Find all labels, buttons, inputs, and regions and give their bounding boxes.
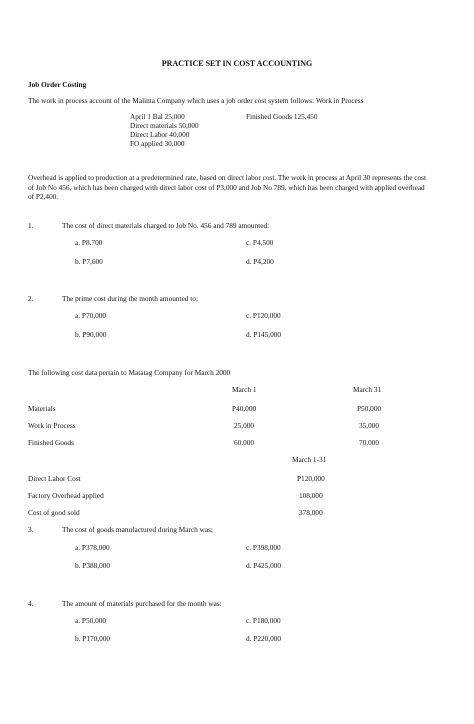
cell-march1: 60,000	[234, 438, 255, 447]
wip-debit-line: FO applied 30,000	[130, 139, 185, 148]
question-text: The cost of direct materials charged to Job No. 456 and 789 amounted:	[62, 221, 270, 230]
row-label: Direct Labor Cost	[28, 474, 81, 483]
overhead-paragraph: Overhead is applied to production at a predetermined rate, based on direct labor cost. The work in process at April 30 represents the cost of Job No 456, which has been charged with direct labor cost of P3,000 and Job No 789, which has been charged with applied overhead of P2,400.	[28, 173, 427, 202]
section-heading: Job Order Costing	[28, 80, 87, 89]
matatag-intro: The following cost data pertain to Matatag Company for March 2000	[28, 368, 231, 377]
choice-b: b. P170,000	[75, 634, 111, 643]
choice-d: d. P145,000	[246, 330, 282, 339]
question-text: The amount of materials purchased for the month was:	[62, 599, 222, 608]
cell-value: 108,000	[299, 491, 323, 500]
wip-debit-line: Direct materials 50,000	[130, 121, 199, 130]
choice-c: c. P180,000	[246, 616, 281, 625]
row-label: Materials	[28, 404, 56, 413]
cell-march31: 35,000	[359, 421, 380, 430]
cell-march1: 25,000	[234, 421, 255, 430]
cell-value: 378,000	[299, 508, 323, 517]
wip-debit-line: April 1 Bal 25,000	[130, 112, 185, 121]
question-text: The prime cost during the month amounted to;	[62, 294, 198, 303]
row-label: Finished Goods	[28, 438, 75, 447]
cell-value: P120,000	[297, 474, 325, 483]
choice-c: c. P398,000	[246, 543, 281, 552]
question-number: 4.	[28, 599, 34, 608]
column-header-march1: March 1	[232, 385, 257, 394]
page-title: PRACTICE SET IN COST ACCOUNTING	[161, 59, 313, 68]
choice-d: d. P220,000	[246, 634, 282, 643]
row-label: Work in Process	[28, 421, 76, 430]
choice-b: b. P388,000	[75, 561, 111, 570]
choice-a: a. P70,000	[75, 311, 107, 320]
choice-d: d. P425,000	[246, 561, 282, 570]
choice-b: b. P7,600	[75, 257, 103, 266]
choice-c: c. P4,500	[246, 238, 274, 247]
column-header-march-period: March 1-31	[292, 455, 327, 464]
question-number: 3.	[28, 525, 34, 534]
cell-march1: P40,000	[232, 404, 257, 413]
column-header-march31: March 31	[353, 385, 382, 394]
choice-a: a. P378,000	[75, 543, 110, 552]
choice-a: a. P8,700	[75, 238, 103, 247]
question-text: The cost of goods manufactured during March was;	[62, 525, 213, 534]
cell-march31: P50,000	[357, 404, 382, 413]
row-label: Cost of good sold	[28, 508, 80, 517]
intro-text: The work in process account of the Malinta Company which uses a job order cost system follows: Work in Process	[28, 96, 364, 105]
row-label: Factory Overhead applied	[28, 491, 104, 500]
cell-march31: 70,000	[359, 438, 380, 447]
choice-d: d. P4,200	[246, 257, 274, 266]
question-number: 1.	[28, 221, 34, 230]
choice-c: c. P120,000	[246, 311, 281, 320]
wip-credit-line: Finished Goods 125,450	[246, 112, 318, 121]
question-number: 2.	[28, 294, 34, 303]
choice-b: b. P90,000	[75, 330, 107, 339]
choice-a: a. P50,000	[75, 616, 107, 625]
wip-debit-line: Direct Labor 40,000	[130, 130, 190, 139]
